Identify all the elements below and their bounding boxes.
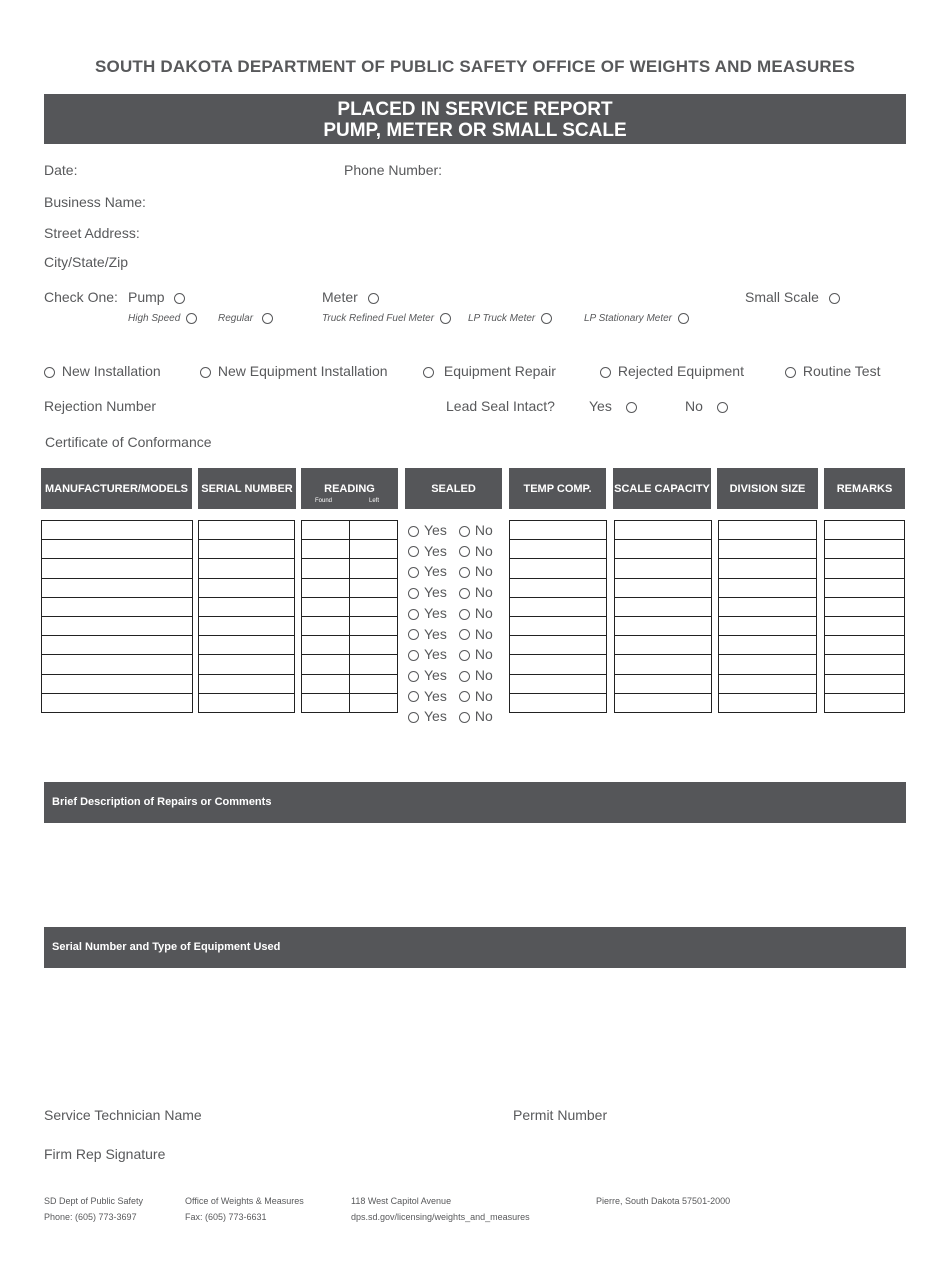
header-sealed-text: SEALED [431, 482, 476, 495]
reading-left-cell[interactable] [349, 520, 398, 541]
reading-left-cell[interactable] [349, 539, 398, 560]
sealed-yes-radio[interactable] [408, 567, 419, 578]
remarks-cell[interactable] [824, 578, 905, 599]
sealed-no-radio[interactable] [459, 650, 470, 661]
footer-dept-block [44, 1193, 143, 1225]
sealed-yes-radio[interactable] [408, 588, 419, 599]
capacity-cell[interactable] [614, 578, 712, 599]
capacity-cell[interactable] [614, 558, 712, 579]
sealed-yes-label: Yes [424, 522, 447, 538]
regular-radio[interactable] [262, 313, 273, 324]
equipment-text-area[interactable] [44, 968, 906, 1088]
lead-seal-yes-label: Yes [589, 398, 612, 414]
remarks-cell[interactable] [824, 635, 905, 656]
remarks-cell[interactable] [824, 674, 905, 695]
sealed-yes-radio[interactable] [408, 712, 419, 723]
remarks-cell[interactable] [824, 597, 905, 618]
truck-refined-radio[interactable] [440, 313, 451, 324]
sealed-yes-radio[interactable] [408, 609, 419, 620]
routine-test-label: Routine Test [802, 363, 881, 379]
sealed-yes-label: Yes [424, 646, 447, 663]
remarks-cell[interactable] [824, 539, 905, 560]
reading-found-cell[interactable] [301, 616, 350, 637]
serial-cell[interactable] [198, 558, 295, 579]
lp-stationary-label: LP Stationary Meter [584, 313, 673, 325]
sealed-no-label: No [474, 584, 493, 601]
sealed-no-radio[interactable] [459, 567, 470, 578]
sealed-no-radio[interactable] [459, 712, 470, 723]
equipment-repair-label: Equipment Repair [443, 363, 556, 379]
serial-cell[interactable] [198, 520, 295, 541]
capacity-cell[interactable] [614, 520, 712, 541]
division-cell[interactable] [718, 654, 817, 675]
header-capacity [613, 468, 711, 509]
reading-found-cell[interactable] [301, 674, 350, 695]
temp-cell[interactable] [509, 616, 607, 637]
serial-cell[interactable] [198, 693, 295, 714]
column-capacity [614, 520, 712, 713]
footer-address-block [351, 1193, 530, 1225]
business-name-label: Business Name: [44, 194, 146, 210]
meter-radio[interactable] [368, 293, 379, 304]
sealed-yes-radio[interactable] [408, 691, 419, 702]
division-cell[interactable] [718, 578, 817, 599]
reading-left-cell[interactable] [349, 693, 398, 714]
equipment-repair-option[interactable] [423, 363, 556, 379]
header-temp [509, 468, 606, 509]
street-address-label: Street Address: [44, 225, 140, 241]
remarks-cell[interactable] [824, 693, 905, 714]
header-serial-text: SERIAL NUMBER [201, 482, 293, 495]
reading-left-cell[interactable] [349, 635, 398, 656]
sealed-no-radio[interactable] [459, 671, 470, 682]
capacity-cell[interactable] [614, 597, 712, 618]
lp-truck-radio[interactable] [541, 313, 552, 324]
footer-fax: Fax: (605) 773-6631 [185, 1212, 267, 1222]
sealed-row [408, 543, 493, 559]
footer-city: Pierre, South Dakota 57501-2000 [596, 1196, 731, 1206]
sealed-no-radio[interactable] [459, 609, 470, 620]
technician-name-label: Service Technician Name [44, 1107, 202, 1123]
manufacturer-cell[interactable] [41, 635, 193, 656]
high-speed-option[interactable] [128, 313, 197, 324]
column-manufacturer [41, 520, 193, 713]
column-serial [198, 520, 295, 713]
footer-phone: Phone: (605) 773-3697 [44, 1212, 137, 1222]
repairs-section-band [44, 782, 906, 823]
header-reading-left: Left [369, 498, 380, 504]
rejected-equipment-label: Rejected Equipment [617, 363, 744, 379]
footer-office-block [185, 1193, 304, 1225]
sealed-yes-label: Yes [424, 687, 447, 704]
temp-cell[interactable] [509, 693, 607, 714]
truck-refined-label: Truck Refined Fuel Meter [322, 313, 435, 325]
small-scale-radio[interactable] [829, 293, 840, 304]
capacity-cell[interactable] [614, 654, 712, 675]
column-reading-left [349, 520, 398, 713]
meter-label: Meter [322, 289, 358, 305]
division-cell[interactable] [718, 520, 817, 541]
footer-dept: SD Dept of Public Safety [44, 1196, 144, 1206]
sealed-no-radio[interactable] [459, 629, 470, 640]
remarks-cell[interactable] [824, 558, 905, 579]
temp-cell[interactable] [509, 558, 607, 579]
manufacturer-cell[interactable] [41, 654, 193, 675]
division-cell[interactable] [718, 693, 817, 714]
serial-cell[interactable] [198, 635, 295, 656]
division-cell[interactable] [718, 674, 817, 695]
lead-seal-no-option[interactable] [685, 398, 728, 414]
header-reading-text: READING [324, 482, 375, 495]
reading-left-cell[interactable] [349, 616, 398, 637]
sealed-row [408, 605, 493, 621]
temp-cell[interactable] [509, 635, 607, 656]
serial-cell[interactable] [198, 578, 295, 599]
phone-label: Phone Number: [344, 162, 443, 178]
serial-cell[interactable] [198, 597, 295, 618]
sealed-yes-label: Yes [424, 708, 447, 725]
reading-found-cell[interactable] [301, 558, 350, 579]
division-cell[interactable] [718, 616, 817, 637]
signature-label: Firm Rep Signature [44, 1146, 166, 1162]
sealed-no-radio[interactable] [459, 526, 470, 537]
column-reading-found [301, 520, 350, 713]
report-title-band [44, 94, 906, 144]
temp-cell[interactable] [509, 520, 607, 541]
footer-office: Office of Weights & Measures [185, 1196, 304, 1206]
sealed-no-label: No [474, 646, 493, 663]
reading-left-cell[interactable] [349, 674, 398, 695]
manufacturer-cell[interactable] [41, 539, 193, 560]
serial-cell[interactable] [198, 654, 295, 675]
reading-left-cell[interactable] [349, 558, 398, 579]
sealed-row [408, 626, 493, 642]
sealed-yes-label: Yes [424, 542, 447, 559]
new-equipment-label: New Equipment Installation [217, 363, 388, 379]
agency-title: SOUTH DAKOTA DEPARTMENT OF PUBLIC SAFETY OFFICE OF WEIGHTS AND MEASURES [94, 57, 855, 76]
sealed-row [408, 522, 493, 538]
sealed-no-label: No [474, 666, 493, 683]
sealed-row [408, 563, 493, 579]
sealed-row [408, 708, 493, 724]
column-temp [509, 520, 607, 713]
footer-web[interactable]: dps.sd.gov/licensing/weights_and_measures [351, 1212, 530, 1222]
equipment-section-title: Serial Number and Type of Equipment Used [52, 941, 281, 953]
header-remarks [824, 468, 905, 509]
sealed-no-radio[interactable] [459, 588, 470, 599]
manufacturer-cell[interactable] [41, 520, 193, 541]
new-installation-radio[interactable] [44, 367, 55, 378]
temp-cell[interactable] [509, 539, 607, 560]
check-one-label: Check One: [44, 289, 118, 305]
new-installation-option[interactable] [44, 363, 161, 379]
equipment-repair-radio[interactable] [423, 367, 434, 378]
sealed-row [408, 667, 493, 683]
reading-found-cell[interactable] [301, 635, 350, 656]
sealed-no-label: No [474, 542, 493, 559]
small-scale-label: Small Scale [745, 289, 819, 305]
lead-seal-no-label: No [685, 398, 703, 414]
report-title: PLACED IN SERVICE REPORT [337, 99, 613, 120]
lead-seal-label: Lead Seal Intact? [446, 398, 555, 414]
sealed-yes-radio[interactable] [408, 546, 419, 557]
header-sealed [405, 468, 502, 509]
meter-option[interactable] [322, 289, 379, 305]
reading-found-cell[interactable] [301, 597, 350, 618]
permit-number-label: Permit Number [513, 1107, 608, 1123]
sealed-yes-radio[interactable] [408, 671, 419, 682]
rejected-equipment-radio[interactable] [600, 367, 611, 378]
reading-found-cell[interactable] [301, 693, 350, 714]
manufacturer-cell[interactable] [41, 616, 193, 637]
header-serial [198, 468, 296, 509]
high-speed-label: High Speed [128, 313, 181, 325]
header-reading [301, 468, 398, 509]
division-cell[interactable] [718, 558, 817, 579]
serial-cell[interactable] [198, 539, 295, 560]
reading-found-cell[interactable] [301, 654, 350, 675]
division-cell[interactable] [718, 597, 817, 618]
capacity-cell[interactable] [614, 693, 712, 714]
new-equipment-radio[interactable] [200, 367, 211, 378]
certificate-label: Certificate of Conformance [45, 434, 212, 450]
repairs-section-title: Brief Description of Repairs or Comments [52, 796, 272, 808]
manufacturer-cell[interactable] [41, 674, 193, 695]
serial-cell[interactable] [198, 616, 295, 637]
reading-left-cell[interactable] [349, 578, 398, 599]
rejected-equipment-option[interactable] [600, 363, 744, 379]
sealed-no-radio[interactable] [459, 691, 470, 702]
temp-cell[interactable] [509, 674, 607, 695]
sealed-yes-label: Yes [424, 584, 447, 601]
pump-option[interactable] [128, 289, 185, 305]
sealed-yes-radio[interactable] [408, 650, 419, 661]
city-state-zip-label: City/State/Zip [44, 254, 129, 270]
capacity-cell[interactable] [614, 674, 712, 695]
sealed-yes-label: Yes [424, 563, 447, 580]
header-temp-text: TEMP COMP. [523, 482, 592, 495]
sealed-row [408, 646, 493, 662]
lp-stationary-radio[interactable] [678, 313, 689, 324]
sealed-no-label: No [474, 625, 493, 642]
header-manufacturer [41, 468, 192, 509]
temp-cell[interactable] [509, 597, 607, 618]
lead-seal-yes-radio[interactable] [626, 402, 637, 413]
date-label: Date: [44, 162, 78, 178]
regular-option[interactable] [218, 313, 273, 324]
routine-test-option[interactable] [785, 363, 880, 379]
remarks-cell[interactable] [824, 520, 905, 541]
reading-found-cell[interactable] [301, 539, 350, 560]
manufacturer-cell[interactable] [41, 558, 193, 579]
lead-seal-no-radio[interactable] [717, 402, 728, 413]
remarks-cell[interactable] [824, 616, 905, 637]
routine-test-radio[interactable] [785, 367, 796, 378]
sealed-yes-label: Yes [424, 604, 447, 621]
header-division [717, 468, 818, 509]
repairs-text-area[interactable] [44, 823, 906, 921]
header-manufacturer-text: MANUFACTURER/MODELS [45, 482, 188, 495]
new-equipment-option[interactable] [200, 363, 388, 379]
division-cell[interactable] [718, 539, 817, 560]
manufacturer-cell[interactable] [41, 693, 193, 714]
sealed-no-label: No [474, 687, 493, 704]
regular-label: Regular [218, 313, 254, 325]
temp-cell[interactable] [509, 578, 607, 599]
sealed-no-label: No [474, 522, 493, 538]
high-speed-radio[interactable] [186, 313, 197, 324]
lp-stationary-option[interactable] [584, 313, 689, 324]
manufacturer-cell[interactable] [41, 597, 193, 618]
sealed-yes-radio[interactable] [408, 629, 419, 640]
column-division [718, 520, 817, 713]
sealed-no-label: No [474, 563, 493, 580]
capacity-cell[interactable] [614, 539, 712, 560]
header-remarks-text: REMARKS [836, 482, 893, 495]
pump-label: Pump [128, 289, 165, 305]
lp-truck-label: LP Truck Meter [468, 313, 536, 325]
header-division-text: DIVISION SIZE [729, 482, 806, 495]
sealed-yes-label: Yes [424, 666, 447, 683]
temp-cell[interactable] [509, 654, 607, 675]
column-remarks [824, 520, 905, 713]
reading-found-cell[interactable] [301, 520, 350, 541]
equipment-section-band [44, 927, 906, 968]
sealed-no-radio[interactable] [459, 546, 470, 557]
serial-cell[interactable] [198, 674, 295, 695]
capacity-cell[interactable] [614, 635, 712, 656]
sealed-yes-radio[interactable] [408, 526, 419, 537]
truck-refined-option[interactable] [322, 313, 451, 324]
division-cell[interactable] [718, 635, 817, 656]
footer-address: 118 West Capitol Avenue [351, 1196, 452, 1206]
manufacturer-cell[interactable] [41, 578, 193, 599]
reading-left-cell[interactable] [349, 597, 398, 618]
header-capacity-text: SCALE CAPACITY [614, 482, 710, 495]
rejection-number-label: Rejection Number [44, 398, 157, 414]
sealed-yes-label: Yes [424, 625, 447, 642]
pump-radio[interactable] [174, 293, 185, 304]
remarks-cell[interactable] [824, 654, 905, 675]
lp-truck-option[interactable] [468, 313, 552, 324]
header-reading-found: Found [315, 498, 333, 504]
reading-found-cell[interactable] [301, 578, 350, 599]
report-subtitle: PUMP, METER OR SMALL SCALE [323, 120, 627, 141]
capacity-cell[interactable] [614, 616, 712, 637]
sealed-no-label: No [474, 708, 493, 725]
lead-seal-yes-option[interactable] [589, 398, 637, 414]
sealed-row [408, 584, 493, 600]
new-installation-label: New Installation [61, 363, 161, 379]
sealed-no-label: No [474, 604, 493, 621]
reading-left-cell[interactable] [349, 654, 398, 675]
sealed-row [408, 688, 493, 704]
small-scale-option[interactable] [745, 289, 840, 305]
